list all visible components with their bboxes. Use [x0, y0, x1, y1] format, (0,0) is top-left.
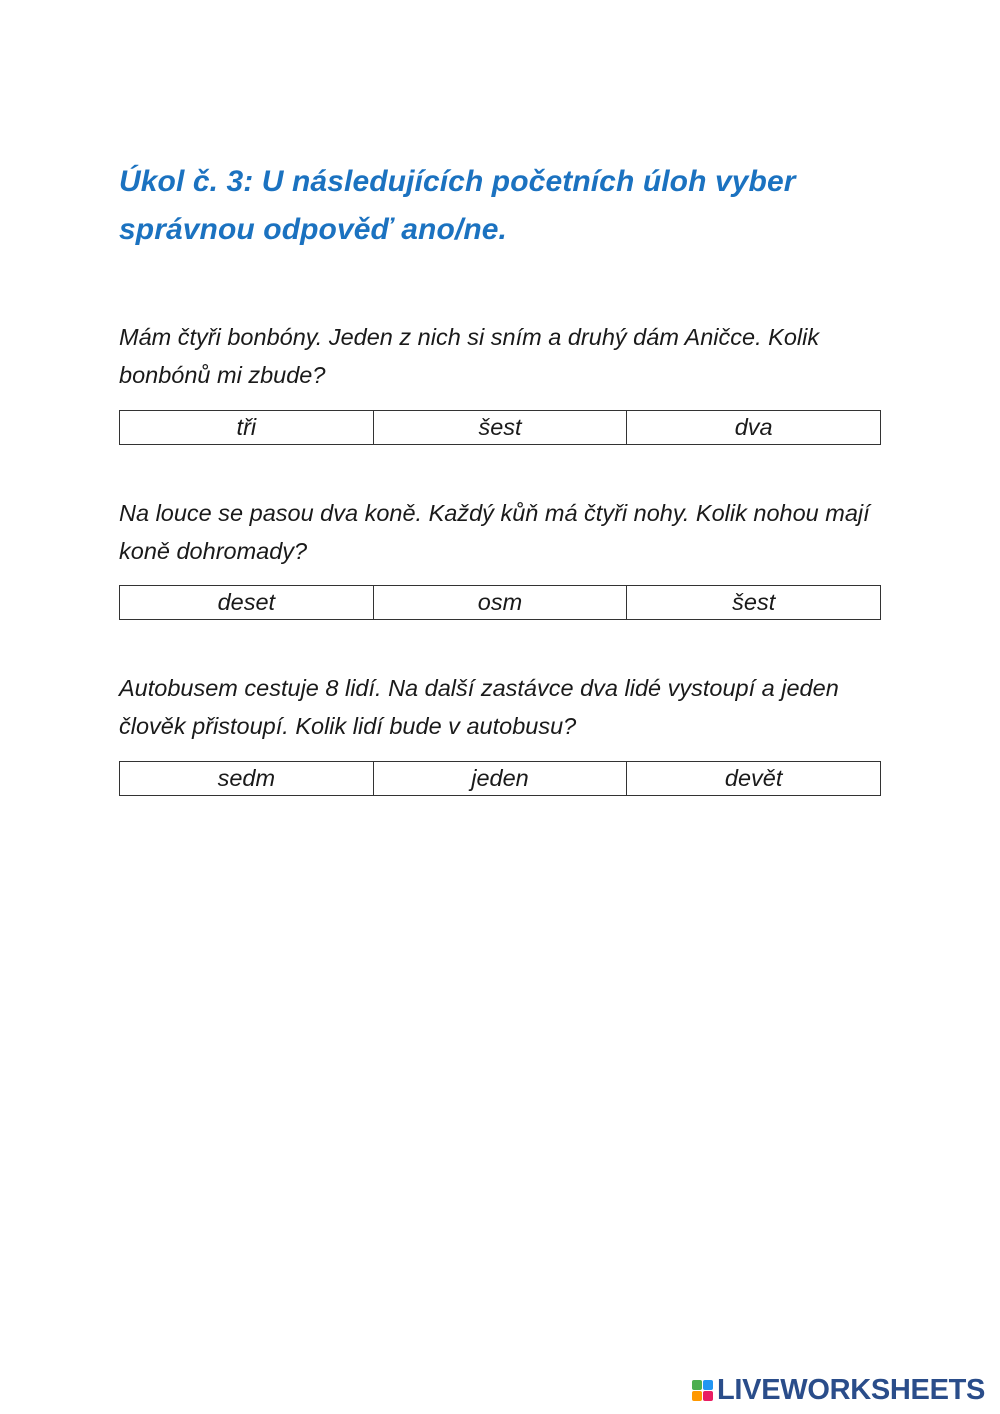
- answer-option[interactable]: šest: [373, 411, 627, 444]
- question-3: Autobusem cestuje 8 lidí. Na další zastávce dva lidé vystoupí a jeden člověk přistoupí. Kolik lidí bude v autobusu?: [119, 675, 839, 739]
- answer-option[interactable]: jeden: [373, 762, 627, 795]
- logo-square: [692, 1380, 702, 1390]
- logo-square: [703, 1391, 713, 1401]
- answer-option[interactable]: sedm: [217, 765, 276, 791]
- answer-option[interactable]: šest: [626, 586, 880, 619]
- answer-row-3: [119, 761, 881, 796]
- liveworksheets-brand: [692, 1374, 985, 1406]
- question-2: Na louce se pasou dva koně. Každý kůň má čtyři nohy. Kolik nohou mají koně dohromady?: [119, 500, 870, 564]
- page-title: Úkol č. 3: U následujících početních úloh vyber správnou odpověď ano/ne.: [119, 165, 796, 246]
- answer-option[interactable]: tři: [236, 414, 257, 440]
- answer-option[interactable]: devět: [626, 762, 880, 795]
- answer-option[interactable]: osm: [373, 586, 627, 619]
- logo-square: [703, 1380, 713, 1390]
- answer-option[interactable]: dva: [626, 411, 880, 444]
- question-1: Mám čtyři bonbóny. Jeden z nich si sním a druhý dám Aničce. Kolik bonbónů mi zbude?: [119, 324, 820, 388]
- answer-row-2: [119, 585, 881, 620]
- answer-option[interactable]: deset: [217, 589, 276, 615]
- brand-name: LIVEWORKSHEETS: [717, 1374, 986, 1406]
- logo-square: [692, 1391, 702, 1401]
- liveworksheets-logo-icon: [692, 1380, 713, 1401]
- answer-row-1: [119, 410, 881, 445]
